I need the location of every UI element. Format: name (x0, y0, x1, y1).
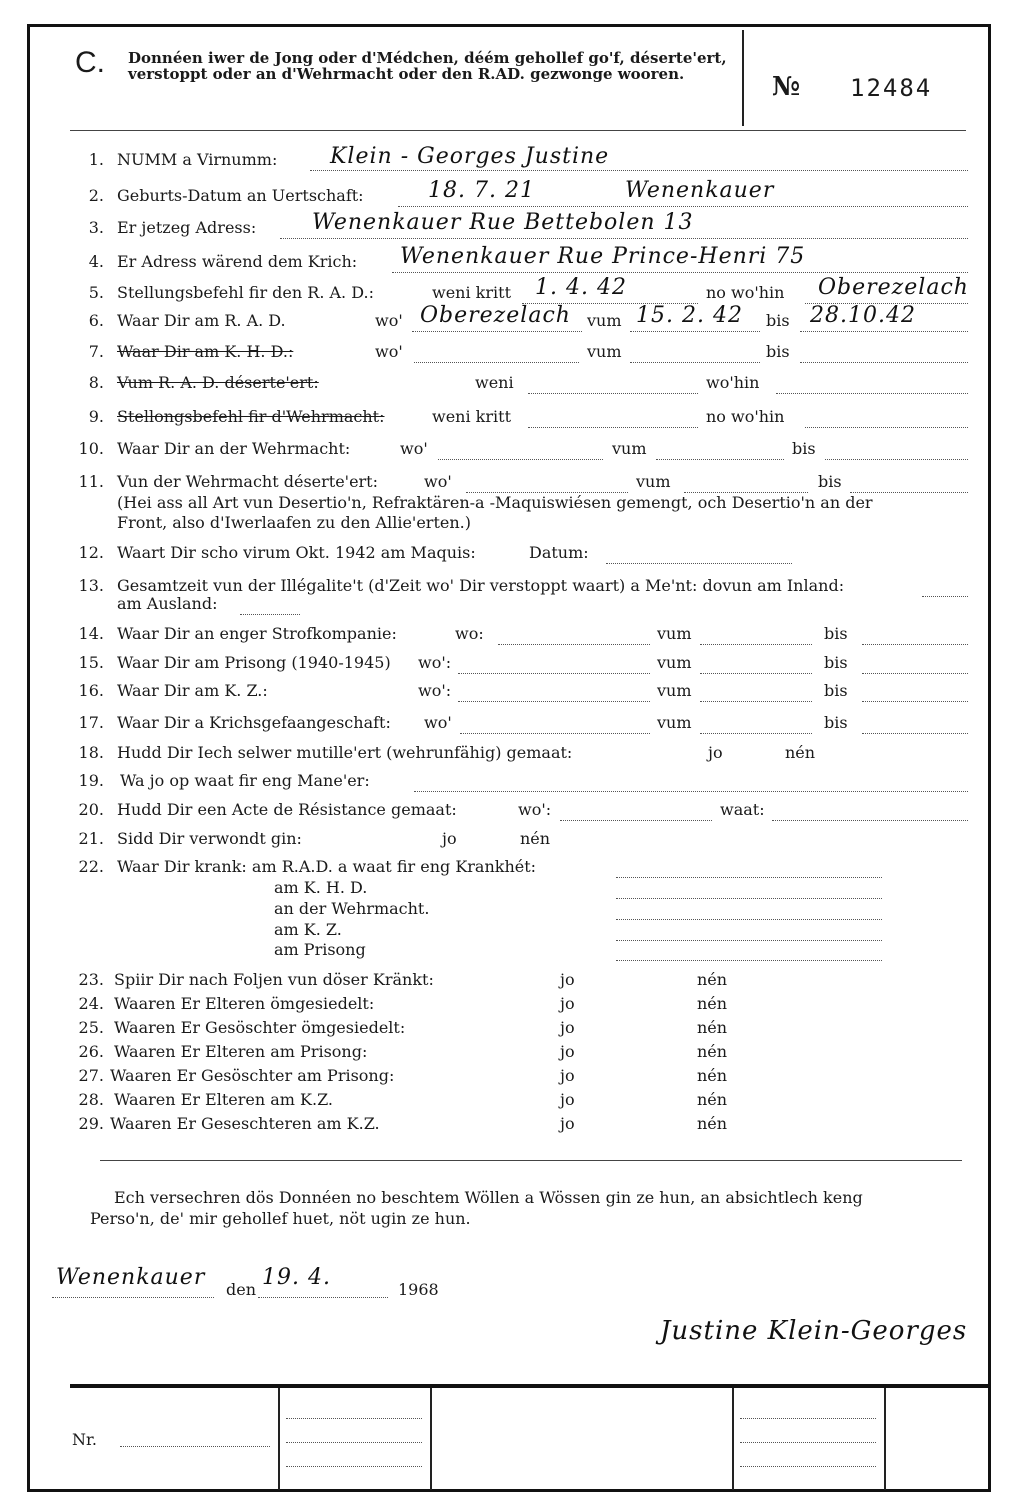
fill-line[interactable] (616, 884, 882, 899)
yes-option[interactable]: jo (560, 1066, 575, 1085)
nr-line[interactable] (120, 1432, 270, 1447)
footer-column-divider (884, 1388, 886, 1490)
declaration-line: Perso'n, de' mir gehollef huet, nöt ugin ze hun. (90, 1209, 471, 1228)
fill-line[interactable] (606, 549, 792, 564)
item-number: 13. (78, 576, 104, 595)
footer-line[interactable] (286, 1404, 422, 1419)
fill-line[interactable] (700, 687, 812, 702)
item-label: Waar Dir am K. Z.: (117, 681, 268, 700)
item-number: 14. (78, 624, 104, 643)
item-label: no wo'hin (706, 283, 785, 302)
item-label: bis (792, 439, 816, 458)
section-letter: C. (75, 46, 105, 79)
item-label: wo' (424, 713, 452, 732)
item-number: 6. (88, 311, 104, 330)
yes-option[interactable]: jo (560, 1114, 575, 1133)
item-label: weni kritt (432, 407, 511, 426)
item-label: Geburts-Datum an Uertschaft: (117, 186, 364, 205)
item-label: Gesamtzeit vun der Illégalite't (d'Zeit wo' Dir verstoppt waart) a Me'nt: dovun am Inland: (117, 576, 845, 595)
no-option[interactable]: nén (785, 743, 816, 762)
yes-option[interactable]: jo (560, 1042, 575, 1061)
fill-line[interactable] (862, 659, 968, 674)
item-label: bis (824, 681, 848, 700)
fill-line[interactable] (656, 445, 784, 460)
fill-line[interactable] (414, 777, 968, 792)
item-number: 4. (88, 252, 104, 271)
item-label: am K. Z. (274, 920, 342, 939)
item-number: 12. (78, 543, 104, 562)
item-number: 8. (88, 373, 104, 392)
fill-line[interactable] (438, 445, 603, 460)
handwritten-value: 18. 7. 21 (428, 178, 535, 203)
item-label: bis (824, 713, 848, 732)
handwritten-value: Klein - Georges Justine (330, 144, 610, 169)
fill-line[interactable] (862, 687, 968, 702)
item-label: Waaren Er Gesöschter ömgesiedelt: (114, 1018, 406, 1037)
header-rule (70, 130, 966, 131)
item-label: Waaren Er Geseschteren am K.Z. (110, 1114, 380, 1133)
item-label: vum (657, 653, 692, 672)
item-label: Waart Dir scho virum Okt. 1942 am Maquis: (117, 543, 476, 562)
item-label: Datum: (529, 543, 589, 562)
item-label: vum (612, 439, 647, 458)
item-label: bis (824, 624, 848, 643)
nr-label: Nr. (72, 1430, 97, 1449)
item-number: 5. (88, 283, 104, 302)
item-label: Stellungsbefehl fir den R. A. D.: (117, 283, 374, 302)
yes-option[interactable]: jo (442, 829, 457, 848)
item-label: Vum R. A. D. déserte'ert: (117, 373, 319, 392)
no-option[interactable]: nén (697, 994, 728, 1013)
item-label: wo'hin (706, 373, 760, 392)
footer-column-divider (278, 1388, 280, 1490)
item-number: 29. (78, 1114, 104, 1133)
item-label: no wo'hin (706, 407, 785, 426)
handwritten-place: Wenenkauer (56, 1265, 206, 1290)
fill-line[interactable] (700, 719, 812, 734)
item-number: 18. (78, 743, 104, 762)
fill-line[interactable] (458, 687, 650, 702)
handwritten-value: 28.10.42 (810, 303, 916, 328)
handwritten-value: Wenenkauer (625, 178, 775, 203)
fill-line[interactable] (862, 630, 968, 645)
item-number: 9. (88, 407, 104, 426)
fill-line[interactable] (458, 659, 650, 674)
item-11-note: Front, also d'Iwerlaafen zu den Allie'erten.) (117, 513, 471, 532)
item-number: 15. (78, 653, 104, 672)
item-label: Hudd Dir een Acte de Résistance gemaat: (117, 800, 457, 819)
item-label: Waar Dir an enger Strofkompanie: (117, 624, 397, 643)
item-number: 10. (78, 439, 104, 458)
header-divider (742, 30, 744, 126)
section-rule (100, 1160, 962, 1161)
yes-option[interactable]: jo (560, 994, 575, 1013)
fill-line[interactable] (240, 600, 300, 615)
item-label: vum (587, 311, 622, 330)
fill-line[interactable] (466, 478, 628, 493)
no-option[interactable]: nén (697, 1042, 728, 1061)
item-label: vum (636, 472, 671, 491)
fill-line[interactable] (528, 379, 698, 394)
no-option[interactable]: nén (697, 1018, 728, 1037)
item-label: am K. H. D. (274, 878, 368, 897)
item-label: Waaren Er Elteren am Prisong: (114, 1042, 368, 1061)
handwritten-value: Wenenkauer Rue Prince-Henri 75 (400, 244, 806, 269)
fill-line[interactable] (616, 926, 882, 941)
handwritten-value: Oberezelach (818, 275, 969, 300)
item-label: an der Wehrmacht. (274, 899, 430, 918)
item-label: vum (657, 681, 692, 700)
yes-option[interactable]: jo (560, 970, 575, 989)
item-number: 24. (78, 994, 104, 1013)
yes-option[interactable]: jo (560, 1018, 575, 1037)
fill-line[interactable] (528, 413, 698, 428)
item-number: 3. (88, 218, 104, 237)
footer-line[interactable] (740, 1428, 876, 1443)
no-option[interactable]: nén (697, 1066, 728, 1085)
item-label: wo': (418, 681, 452, 700)
item-number: 2. (88, 186, 104, 205)
item-label: Spiir Dir nach Foljen vun döser Kränkt: (114, 970, 434, 989)
item-label: wo' (375, 342, 403, 361)
item-label: Er Adress wärend dem Krich: (117, 252, 358, 271)
item-number: 16. (78, 681, 104, 700)
item-label: NUMM a Virnumm: (117, 150, 278, 169)
fill-line[interactable] (616, 863, 882, 878)
item-label: Wa jo op waat fir eng Mane'er: (120, 771, 370, 790)
item-label: Waar Dir a Krichsgefaangeschaft: (117, 713, 391, 732)
fill-line[interactable] (772, 806, 968, 821)
signature: Justine Klein-Georges (660, 1316, 968, 1346)
item-label: wo': (418, 653, 452, 672)
fill-line[interactable] (414, 348, 579, 363)
fill-line[interactable] (862, 719, 968, 734)
item-number: 27. (78, 1066, 104, 1085)
handwritten-date: 19. 4. (262, 1265, 331, 1290)
footer-line[interactable] (740, 1452, 876, 1467)
item-label: weni kritt (432, 283, 511, 302)
item-label: Waaren Er Gesöschter am Prisong: (110, 1066, 395, 1085)
handwritten-value: Oberezelach (420, 303, 571, 328)
item-number: 7. (88, 342, 104, 361)
item-label: bis (766, 311, 790, 330)
fill-line[interactable] (460, 719, 650, 734)
no-option[interactable]: nén (697, 970, 728, 989)
footer-column-divider (430, 1388, 432, 1490)
item-label: wo': (518, 800, 552, 819)
item-label: vum (657, 624, 692, 643)
year-label: 1968 (398, 1280, 439, 1299)
item-number: 1. (88, 150, 104, 169)
fill-line[interactable] (800, 348, 968, 363)
fill-line[interactable] (825, 445, 968, 460)
number-sign: № (772, 72, 801, 102)
item-number: 19. (78, 771, 104, 790)
fill-line[interactable] (560, 806, 712, 821)
den-label: den (226, 1280, 257, 1299)
fill-line[interactable] (700, 659, 812, 674)
item-label: Waar Dir am K. H. D.: (117, 342, 294, 361)
item-label: am Ausland: (117, 594, 218, 613)
item-number: 23. (78, 970, 104, 989)
form-number: 12484 (850, 74, 933, 102)
item-number: 28. (78, 1090, 104, 1109)
fill-line[interactable] (616, 905, 882, 920)
footer-column-divider (732, 1388, 734, 1490)
item-label: wo: (455, 624, 484, 643)
handwritten-value: 1. 4. 42 (535, 275, 627, 300)
item-label: Er jetzeg Adress: (117, 218, 257, 237)
item-label: Waar Dir krank: am R.A.D. a waat fir eng Krankhét: (117, 857, 537, 876)
item-label: Waar Dir an der Wehrmacht: (117, 439, 351, 458)
declaration-line: Ech versechren dös Donnéen no beschtem Wöllen a Wössen gin ze hun, an absichtlech keng (114, 1188, 863, 1207)
fill-line[interactable] (616, 946, 882, 961)
item-number: 20. (78, 800, 104, 819)
fill-line[interactable] (700, 630, 812, 645)
item-number: 11. (78, 472, 104, 491)
footer-rule (70, 1384, 990, 1388)
item-label: wo' (400, 439, 428, 458)
no-option[interactable]: nén (697, 1090, 728, 1109)
item-label: Hudd Dir Iech selwer mutille'ert (wehrunfähig) gemaat: (117, 743, 573, 762)
item-label: bis (824, 653, 848, 672)
fill-line[interactable] (922, 582, 968, 597)
item-label: wo' (375, 311, 403, 330)
fill-line[interactable] (498, 630, 650, 645)
header-title: Donnéen iwer de Jong oder d'Médchen, déém gehollef go'f, déserte'ert, verstoppt oder an d'Wehrmacht oder den R.AD. gezwonge wooren. (128, 49, 727, 83)
yes-option[interactable]: jo (708, 743, 723, 762)
item-label: waat: (720, 800, 765, 819)
no-option[interactable]: nén (520, 829, 551, 848)
item-label: Waar Dir am R. A. D. (117, 311, 286, 330)
item-number: 25. (78, 1018, 104, 1037)
item-label: wo' (424, 472, 452, 491)
item-label: am Prisong (274, 940, 366, 959)
item-number: 21. (78, 829, 104, 848)
yes-option[interactable]: jo (560, 1090, 575, 1109)
item-label: bis (766, 342, 790, 361)
footer-line[interactable] (286, 1452, 422, 1467)
item-number: 26. (78, 1042, 104, 1061)
item-label: Vun der Wehrmacht déserte'ert: (117, 472, 378, 491)
fill-line[interactable] (776, 379, 968, 394)
footer-line[interactable] (740, 1404, 876, 1419)
item-number: 22. (78, 857, 104, 876)
footer-line[interactable] (286, 1428, 422, 1443)
handwritten-value: 15. 2. 42 (636, 303, 743, 328)
item-label: Sidd Dir verwondt gin: (117, 829, 302, 848)
item-label: vum (657, 713, 692, 732)
item-label: Waaren Er Elteren am K.Z. (114, 1090, 334, 1109)
fill-line[interactable] (850, 478, 968, 493)
item-label: weni (475, 373, 514, 392)
item-label: Waar Dir am Prisong (1940-1945) (117, 653, 391, 672)
item-label: bis (818, 472, 842, 491)
fill-line[interactable] (805, 413, 968, 428)
item-number: 17. (78, 713, 104, 732)
fill-line[interactable] (684, 478, 808, 493)
no-option[interactable]: nén (697, 1114, 728, 1133)
item-label: Waaren Er Elteren ömgesiedelt: (114, 994, 375, 1013)
handwritten-value: Wenenkauer Rue Bettebolen 13 (312, 210, 694, 235)
item-label: Stellongsbefehl fir d'Wehrmacht: (117, 407, 385, 426)
item-11-note: (Hei ass all Art vun Desertio'n, Refraktären-a -Maquiswiésen gemengt, och Desertio'n an der (117, 493, 873, 512)
item-label: vum (587, 342, 622, 361)
fill-line[interactable] (630, 348, 760, 363)
